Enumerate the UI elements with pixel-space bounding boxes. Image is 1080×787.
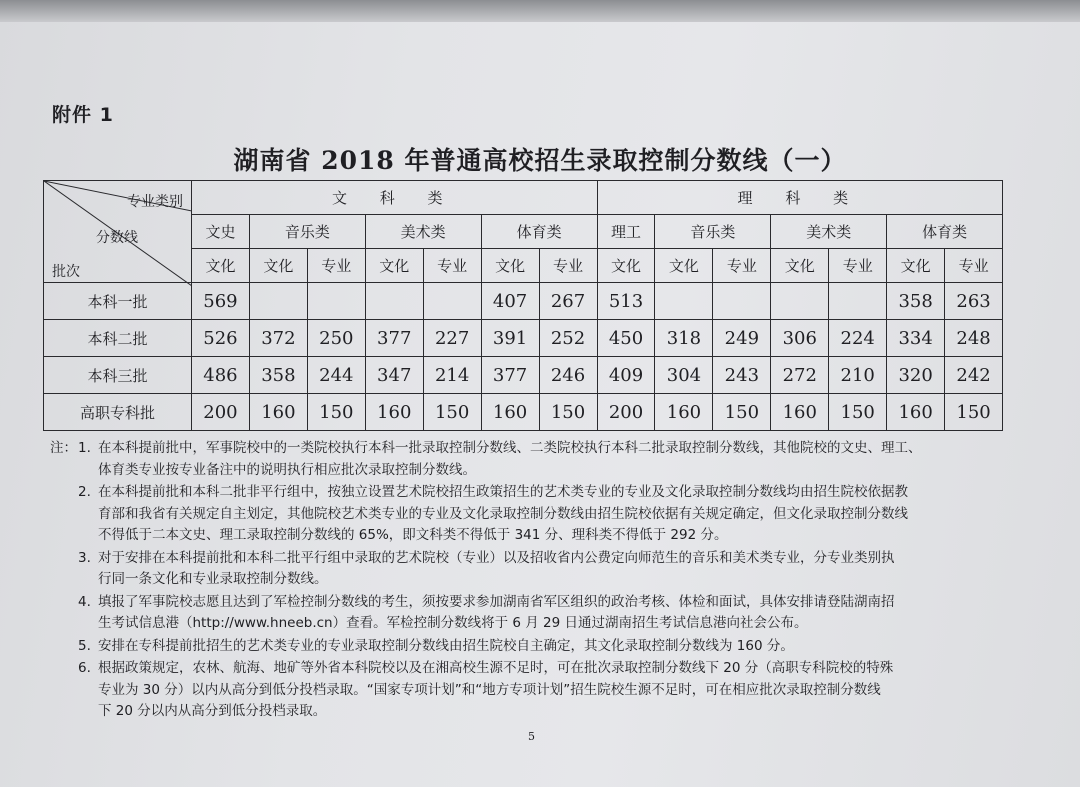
score-cell: 244 (307, 357, 365, 394)
table-row (44, 283, 1003, 320)
note-item (48, 592, 1018, 635)
score-cell (655, 283, 713, 320)
sub-label: 文化 (365, 249, 423, 283)
subgroup-ligong: 理工 (597, 215, 655, 249)
score-cell: 377 (365, 320, 423, 357)
note-line: 不得低于二本文史、理工录取控制分数线的 65%，即文科类不得低于 341 分、理科类不得低于 292 分。 (98, 527, 728, 543)
table-corner-cell (44, 181, 192, 283)
note-item (48, 438, 1018, 481)
sub-label: 专业 (423, 249, 481, 283)
notes-section (48, 438, 1018, 724)
score-cell: 160 (771, 394, 829, 431)
subgroup-music: 音乐类 (249, 215, 365, 249)
note-line: 育部和我省有关规定自主划定，其他院校艺术类专业的专业及文化录取控制分数线由招生院校依据有关规定确定，但文化录取控制分数线 (98, 505, 908, 522)
table-row (44, 394, 1003, 431)
subgroup-art: 美术类 (365, 215, 481, 249)
note-number: 3. (78, 549, 91, 566)
group-header-arts: 文 科 类 (192, 181, 598, 215)
score-cell: 569 (192, 283, 250, 320)
score-cell: 200 (597, 394, 655, 431)
score-cell: 334 (887, 320, 945, 357)
sub-label: 文化 (597, 249, 655, 283)
sub-label: 文化 (771, 249, 829, 283)
corner-score-label: 分数线 (96, 230, 138, 246)
score-table (43, 180, 1003, 431)
score-cell: 160 (249, 394, 307, 431)
subgroup-sport: 体育类 (481, 215, 597, 249)
score-cell: 224 (829, 320, 887, 357)
score-cell: 347 (365, 357, 423, 394)
sub-label: 专业 (713, 249, 771, 283)
note-number: 4. (78, 593, 91, 610)
score-cell: 248 (945, 320, 1003, 357)
attachment-label: 附件 1 (52, 104, 114, 126)
score-cell: 160 (365, 394, 423, 431)
score-cell (365, 283, 423, 320)
note-line: 下 20 分以内从高分到低分投档录取。 (98, 703, 327, 719)
score-cell: 150 (945, 394, 1003, 431)
note-line: 对于安排在本科提前批和本科二批平行组中录取的艺术院校（专业）以及招收省内公费定向师范生的音乐和美术类专业，分专业类别执 (98, 549, 895, 566)
corner-category-label: 专业类别 (127, 194, 183, 210)
row-label: 本科一批 (44, 283, 192, 320)
row-label: 本科二批 (44, 320, 192, 357)
score-cell (307, 283, 365, 320)
sub-label: 文化 (481, 249, 539, 283)
score-cell: 249 (713, 320, 771, 357)
note-line: 根据政策规定，农林、航海、地矿等外省本科院校以及在湘高校生源不足时，可在批次录取控制分数线下 20 分（高职专科院校的特殊 (98, 660, 894, 676)
score-cell (713, 283, 771, 320)
score-cell: 242 (945, 357, 1003, 394)
note-line: 安排在专科提前批招生的艺术类专业的专业录取控制分数线由招生院校自主确定，其文化录取控制分数线为 160 分。 (98, 637, 794, 654)
corner-batch-label: 批次 (52, 264, 80, 280)
score-cell (771, 283, 829, 320)
note-number: 5. (78, 637, 91, 654)
score-cell: 263 (945, 283, 1003, 320)
score-cell: 377 (481, 357, 539, 394)
sub-label: 文化 (192, 249, 250, 283)
score-cell: 250 (307, 320, 365, 357)
score-cell (829, 283, 887, 320)
sub-label: 文化 (887, 249, 945, 283)
score-cell: 372 (249, 320, 307, 357)
score-cell: 160 (481, 394, 539, 431)
note-line: 行同一条文化和专业录取控制分数线。 (98, 571, 328, 587)
score-cell (249, 283, 307, 320)
score-cell: 214 (423, 357, 481, 394)
note-number: 2. (78, 484, 91, 500)
row-label: 高职专科批 (44, 394, 192, 431)
subgroup-wenshi: 文史 (192, 215, 250, 249)
note-line: 体育类专业按专业备注中的说明执行相应批次录取控制分数线。 (98, 461, 476, 478)
score-cell: 243 (713, 357, 771, 394)
note-number: 6. (78, 660, 91, 676)
score-cell: 160 (655, 394, 713, 431)
note-line: 专业为 30 分）以内从高分到低分投档录取。“国家专项计划”和“地方专项计划”招生院校生源不足时，可在相应批次录取控制分数线 (98, 681, 881, 698)
table-row (44, 320, 1003, 357)
score-cell: 150 (713, 394, 771, 431)
score-cell: 306 (771, 320, 829, 357)
row-label: 本科三批 (44, 357, 192, 394)
page-top-shadow (0, 0, 1080, 22)
sub-label: 专业 (539, 249, 597, 283)
score-cell: 252 (539, 320, 597, 357)
score-cell: 150 (307, 394, 365, 431)
score-cell: 200 (192, 394, 250, 431)
table-row (44, 357, 1003, 394)
subgroup-art-science: 美术类 (771, 215, 887, 249)
score-cell: 320 (887, 357, 945, 394)
score-cell: 246 (539, 357, 597, 394)
note-item (48, 636, 1018, 658)
score-cell: 513 (597, 283, 655, 320)
score-cell: 391 (481, 320, 539, 357)
note-item (48, 482, 1018, 547)
score-cell: 227 (423, 320, 481, 357)
document-title: 湖南省 2018 年普通高校招生录取控制分数线（一） (233, 146, 847, 175)
note-number: 1. (78, 440, 91, 456)
score-cell: 450 (597, 320, 655, 357)
note-item (48, 548, 1018, 591)
score-cell: 267 (539, 283, 597, 320)
sub-label: 文化 (249, 249, 307, 283)
score-cell: 272 (771, 357, 829, 394)
sub-label: 专业 (829, 249, 887, 283)
note-line: 在本科提前批和本科二批非平行组中，按独立设置艺术院校招生政策招生的艺术类专业的专业及文化录取控制分数线均由招生院校依据教 (98, 484, 908, 500)
note-item (48, 658, 1018, 723)
score-cell: 150 (423, 394, 481, 431)
sub-label: 文化 (655, 249, 713, 283)
score-cell: 358 (249, 357, 307, 394)
score-cell: 358 (887, 283, 945, 320)
score-cell: 150 (539, 394, 597, 431)
note-line: 填报了军事院校志愿且达到了军检控制分数线的考生，须按要求参加湖南省军区组织的政治考核、体检和面试，具体安排请登陆湖南招 (98, 593, 895, 610)
score-cell: 304 (655, 357, 713, 394)
notes-prefix: 注： (50, 440, 77, 456)
page-number: 5 (528, 730, 535, 743)
table-header-row-1 (44, 181, 1003, 215)
score-cell: 526 (192, 320, 250, 357)
subgroup-sport-science: 体育类 (887, 215, 1003, 249)
note-line: 在本科提前批中，军事院校中的一类院校执行本科一批录取控制分数线、二类院校执行本科二批录取控制分数线，其他院校的文史、理工、 (98, 440, 922, 456)
score-cell: 486 (192, 357, 250, 394)
note-line: 生考试信息港（http://www.hneeb.cn）查看。军检控制分数线将于 6 月 29 日通过湖南招生考试信息港向社会公布。 (98, 615, 808, 631)
group-header-science: 理 科 类 (597, 181, 1003, 215)
sub-label: 专业 (945, 249, 1003, 283)
score-cell: 407 (481, 283, 539, 320)
score-cell: 318 (655, 320, 713, 357)
score-cell: 409 (597, 357, 655, 394)
score-cell: 210 (829, 357, 887, 394)
sub-label: 专业 (307, 249, 365, 283)
subgroup-music-science: 音乐类 (655, 215, 771, 249)
score-cell (423, 283, 481, 320)
score-cell: 160 (887, 394, 945, 431)
score-cell: 150 (829, 394, 887, 431)
